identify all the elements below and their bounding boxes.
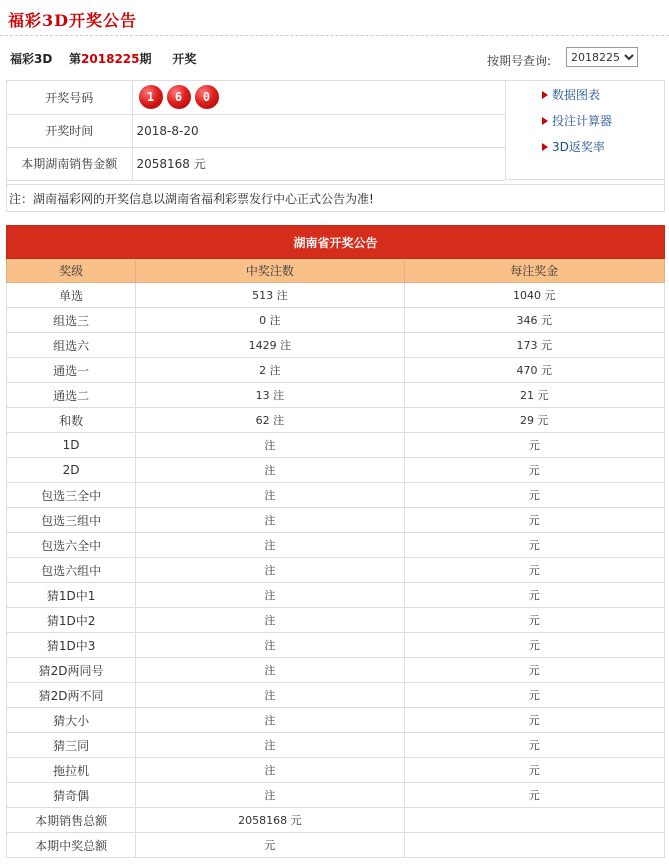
table-cell: 173 元 xyxy=(404,333,664,358)
table-cell: 21 元 xyxy=(404,383,664,408)
table-cell: 猜1D中3 xyxy=(7,633,136,658)
issue-number: 2018225 xyxy=(81,52,140,66)
table-cell: 注 xyxy=(136,508,404,533)
table-cell: 注 xyxy=(136,783,404,808)
table-cell: 注 xyxy=(136,733,404,758)
table-cell: 注 xyxy=(136,683,404,708)
prize-table xyxy=(6,225,665,858)
arrow-right-icon xyxy=(542,91,548,99)
arrow-right-icon xyxy=(542,117,548,125)
table-row xyxy=(7,433,665,458)
table-cell: 猜1D中2 xyxy=(7,608,136,633)
link-return-rate[interactable]: 3D返奖率 xyxy=(506,139,664,165)
table-cell: 470 元 xyxy=(404,358,664,383)
table-cell: 注 xyxy=(136,758,404,783)
query-label: 按期号查询: xyxy=(487,54,552,68)
link-bet-calculator[interactable]: 投注计算器 xyxy=(506,113,664,139)
table-cell: 1040 元 xyxy=(404,283,664,308)
sales-amount: 2058168 元 xyxy=(132,147,505,180)
table-row xyxy=(7,783,665,808)
table-cell: 元 xyxy=(404,608,664,633)
table-cell: 猜三同 xyxy=(7,733,136,758)
table-cell: 组选三 xyxy=(7,308,136,333)
number-ball: 0 xyxy=(195,85,219,109)
link-data-charts[interactable]: 数据图表 xyxy=(506,87,664,113)
table-cell: 元 xyxy=(404,583,664,608)
issue-status: 开奖 xyxy=(172,52,197,66)
table-cell: 元 xyxy=(404,683,664,708)
quick-links xyxy=(505,81,664,180)
info-row-sales xyxy=(7,147,505,180)
lottery-name: 福彩3D xyxy=(10,52,53,66)
table-cell: 注 xyxy=(136,658,404,683)
table-cell: 2 注 xyxy=(136,358,404,383)
prize-table-caption: 湖南省开奖公告 xyxy=(7,226,665,259)
table-cell: 元 xyxy=(404,758,664,783)
table-row xyxy=(7,308,665,333)
table-cell: 元 xyxy=(404,433,664,458)
table-cell: 13 注 xyxy=(136,383,404,408)
table-cell: 元 xyxy=(404,658,664,683)
issue-prefix: 第 xyxy=(69,52,82,66)
table-row xyxy=(7,483,665,508)
issue-heading xyxy=(10,50,196,67)
table-cell: 注 xyxy=(136,533,404,558)
table-cell: 元 xyxy=(404,708,664,733)
table-row xyxy=(7,758,665,783)
table-row xyxy=(7,333,665,358)
table-cell: 注 xyxy=(136,558,404,583)
table-row xyxy=(7,358,665,383)
table-cell: 513 注 xyxy=(136,283,404,308)
table-cell: 元 xyxy=(404,633,664,658)
table-cell: 包选三组中 xyxy=(7,508,136,533)
table-row xyxy=(7,283,665,308)
table-row xyxy=(7,583,665,608)
table-cell: 包选六组中 xyxy=(7,558,136,583)
table-cell: 包选三全中 xyxy=(7,483,136,508)
table-cell: 注 xyxy=(136,583,404,608)
table-cell: 元 xyxy=(404,458,664,483)
header-winners: 中奖注数 xyxy=(136,259,404,283)
table-cell: 元 xyxy=(136,833,404,858)
prize-table-body xyxy=(7,283,665,858)
header-prize: 每注奖金 xyxy=(404,259,664,283)
table-cell: 猜2D两同号 xyxy=(7,658,136,683)
table-row xyxy=(7,658,665,683)
table-row xyxy=(7,533,665,558)
table-cell: 注 xyxy=(136,608,404,633)
issue-row xyxy=(0,42,669,72)
table-cell: 猜2D两不同 xyxy=(7,683,136,708)
table-cell: 元 xyxy=(404,508,664,533)
info-row-numbers xyxy=(7,81,505,114)
period-select[interactable] xyxy=(566,47,638,67)
disclaimer-note: 注：湖南福彩网的开奖信息以湖南省福利彩票发行中心正式公告为准! xyxy=(7,184,664,212)
number-ball: 6 xyxy=(167,85,191,109)
table-cell: 包选六全中 xyxy=(7,533,136,558)
table-cell: 拖拉机 xyxy=(7,758,136,783)
table-cell: 和数 xyxy=(7,408,136,433)
table-cell: 注 xyxy=(136,708,404,733)
table-cell: 猜1D中1 xyxy=(7,583,136,608)
draw-date: 2018-8-20 xyxy=(132,114,505,147)
table-row xyxy=(7,383,665,408)
table-cell: 本期中奖总额 xyxy=(7,833,136,858)
table-cell: 注 xyxy=(136,483,404,508)
table-cell: 0 注 xyxy=(136,308,404,333)
table-cell xyxy=(404,833,664,858)
info-row-date xyxy=(7,114,505,147)
table-row xyxy=(7,708,665,733)
table-row xyxy=(7,408,665,433)
winning-numbers xyxy=(137,85,506,109)
table-row xyxy=(7,558,665,583)
table-row xyxy=(7,683,665,708)
table-cell: 本期销售总额 xyxy=(7,808,136,833)
table-cell: 通选二 xyxy=(7,383,136,408)
arrow-right-icon xyxy=(542,143,548,151)
table-cell: 组选六 xyxy=(7,333,136,358)
table-cell: 通选一 xyxy=(7,358,136,383)
table-cell xyxy=(404,808,664,833)
prize-table-header xyxy=(7,259,665,283)
table-cell: 注 xyxy=(136,633,404,658)
table-row xyxy=(7,608,665,633)
table-cell: 1D xyxy=(7,433,136,458)
table-row xyxy=(7,633,665,658)
issue-suffix: 期 xyxy=(139,52,152,66)
table-cell: 2D xyxy=(7,458,136,483)
table-row xyxy=(7,458,665,483)
info-label: 开奖时间 xyxy=(7,114,132,147)
info-label: 开奖号码 xyxy=(7,81,132,114)
table-cell: 346 元 xyxy=(404,308,664,333)
table-cell: 62 注 xyxy=(136,408,404,433)
total-row xyxy=(7,808,665,833)
table-cell: 注 xyxy=(136,458,404,483)
page-title: 福彩3D开奖公告 xyxy=(8,11,138,30)
info-label: 本期湖南销售金额 xyxy=(7,147,132,180)
table-cell: 元 xyxy=(404,533,664,558)
number-ball: 1 xyxy=(139,85,163,109)
table-cell: 元 xyxy=(404,558,664,583)
table-cell: 元 xyxy=(404,733,664,758)
table-row xyxy=(7,508,665,533)
header-level: 奖级 xyxy=(7,259,136,283)
total-row xyxy=(7,833,665,858)
table-cell: 2058168 元 xyxy=(136,808,404,833)
title-bar xyxy=(0,0,669,36)
table-cell: 单选 xyxy=(7,283,136,308)
table-cell: 注 xyxy=(136,433,404,458)
table-cell: 1429 注 xyxy=(136,333,404,358)
table-cell: 猜大小 xyxy=(7,708,136,733)
table-cell: 元 xyxy=(404,783,664,808)
draw-info-table xyxy=(7,81,505,181)
table-row xyxy=(7,733,665,758)
table-cell: 29 元 xyxy=(404,408,664,433)
table-cell: 猜奇偶 xyxy=(7,783,136,808)
table-cell: 元 xyxy=(404,483,664,508)
draw-info-box xyxy=(6,80,665,212)
